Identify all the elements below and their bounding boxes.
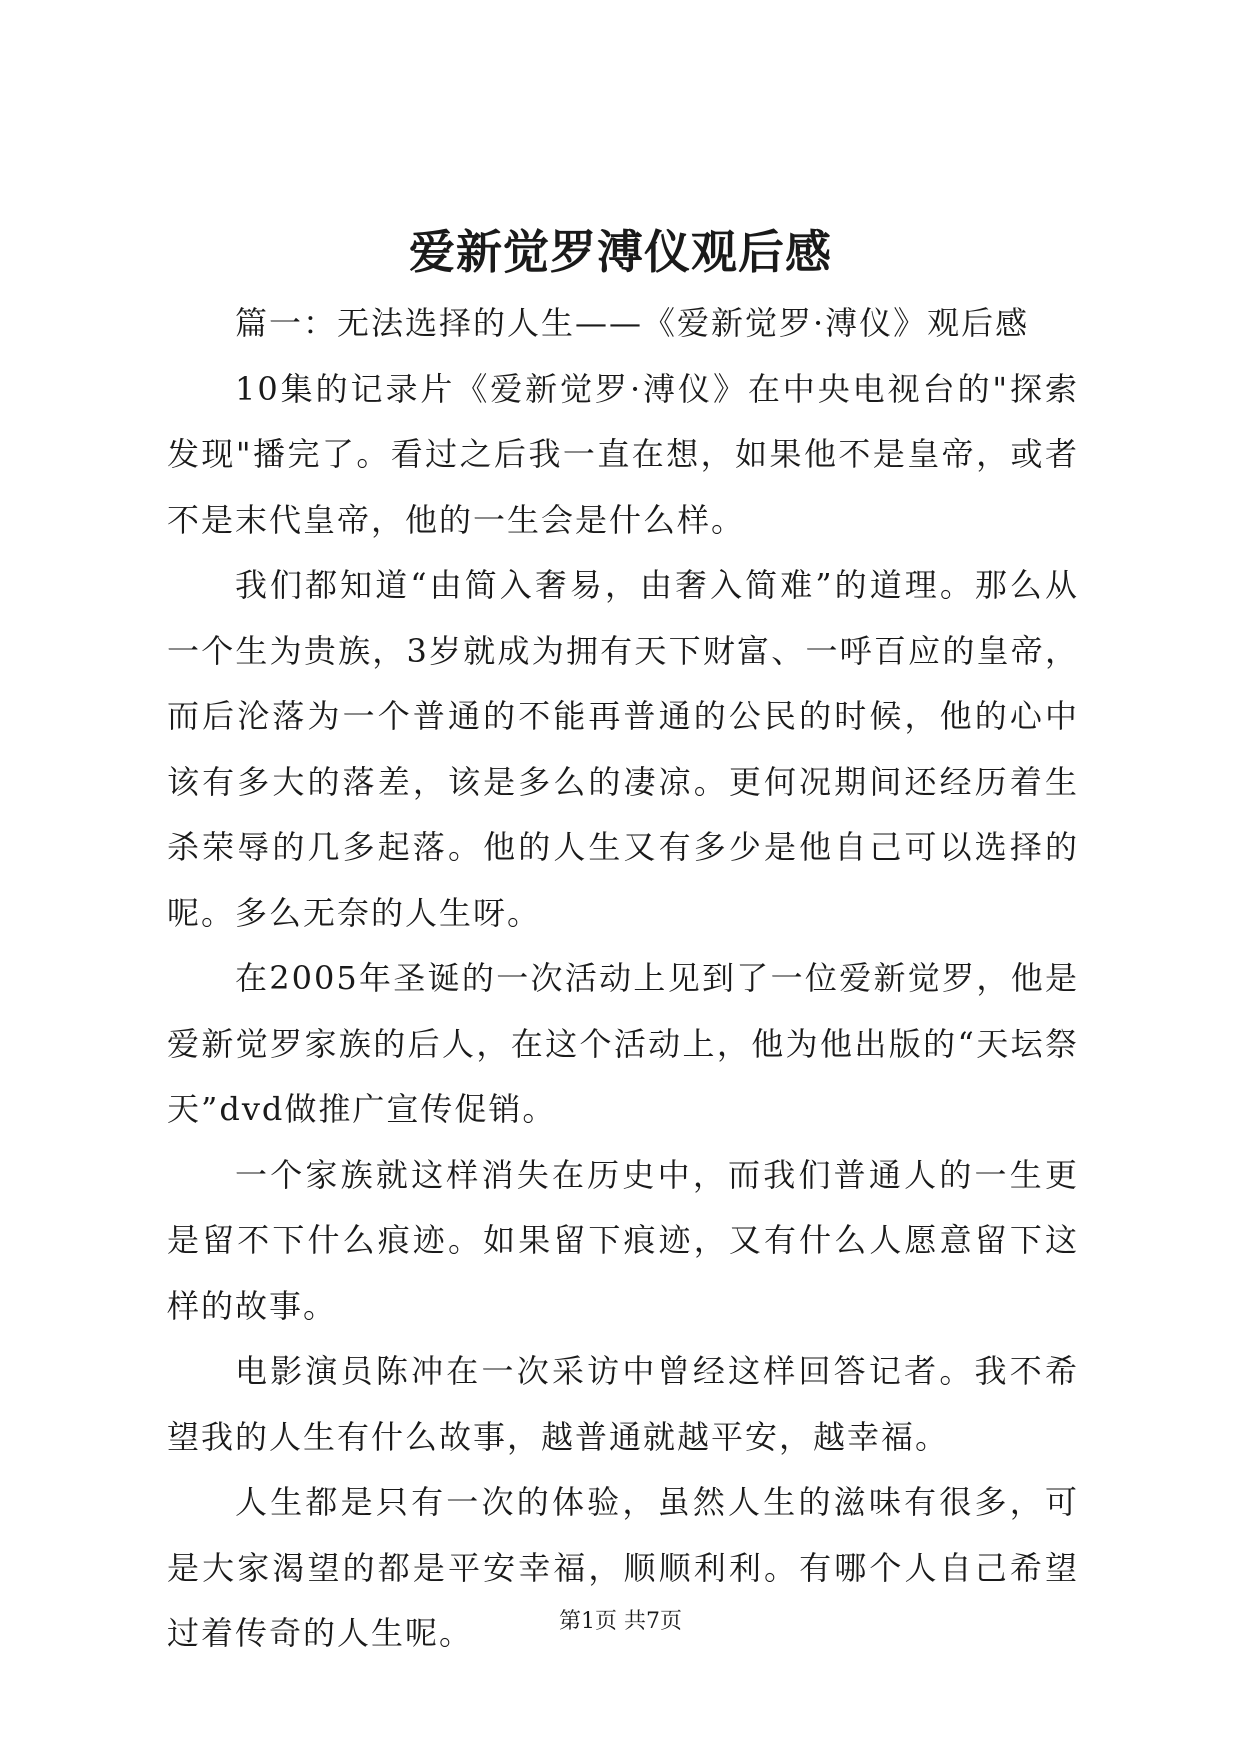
paragraph: 电影演员陈冲在一次采访中曾经这样回答记者。我不希望我的人生有什么故事，越普通就越平安，越幸福。 — [167, 1352, 1079, 1456]
paragraph-subtitle: 篇一：无法选择的人生——《爱新觉罗·溥仪》观后感 — [235, 304, 1030, 342]
document-body — [167, 291, 1079, 1667]
paragraph: 10集的记录片《爱新觉罗·溥仪》在中央电视台的"探索发现"播完了。看过之后我一直在想，如果他不是皇帝，或者不是末代皇帝，他的一生会是什么样。 — [167, 369, 1079, 539]
document-title: 爱新觉罗溥仪观后感 — [409, 225, 832, 279]
paragraph: 人生都是只有一次的体验，虽然人生的滋味有很多，可是大家渴望的都是平安幸福，顺顺利利。有哪个人自己希望过着传奇的人生呢。 — [167, 1483, 1079, 1652]
paragraph: 一个家族就这样消失在历史中，而我们普通人的一生更是留不下什么痕迹。如果留下痕迹，又有什么人愿意留下这样的故事。 — [167, 1155, 1079, 1325]
paragraph: 在2005年圣诞的一次活动上见到了一位爱新觉罗，他是爱新觉罗家族的后人，在这个活动上，他为他出版的“天坛祭天”dvd做推广宣传促销。 — [167, 959, 1079, 1128]
paragraph: 我们都知道“由简入奢易，由奢入简难”的道理。那么从一个生为贵族，3岁就成为拥有天下财富、一呼百应的皇帝，而后沦落为一个普通的不能再普通的公民的时候，他的心中该有多大的落差，该是多么的凄凉。更何况期间还经历着生杀荣辱的几多起落。他的人生又有多少是他自己可以选择的呢。多么无奈的人生呀。 — [167, 566, 1079, 932]
page-footer: 第1页 共7页 — [559, 1609, 682, 1634]
